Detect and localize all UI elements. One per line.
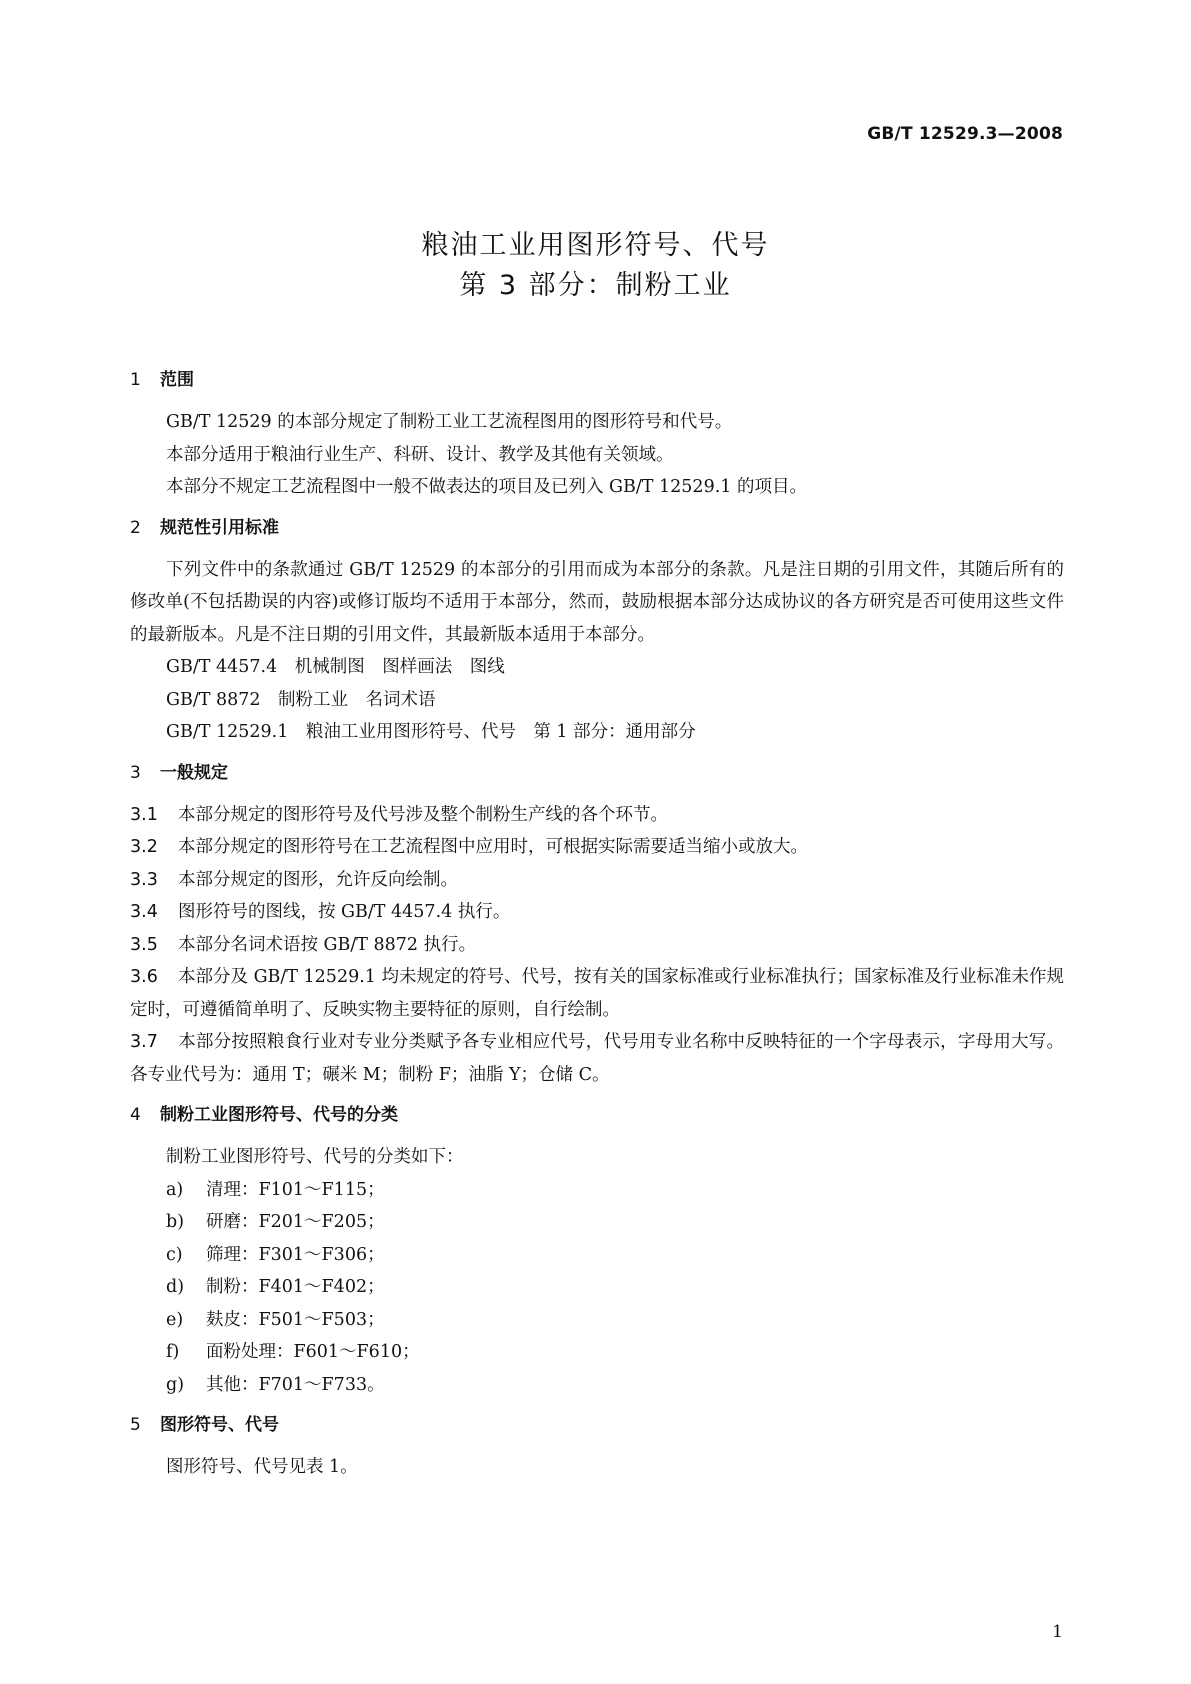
reference-item: GB/T 8872 制粉工业 名词术语	[166, 689, 436, 710]
clause-number: 3.4	[130, 902, 158, 922]
section-heading-3	[130, 757, 1064, 789]
list-text: 筛理：F301～F306；	[206, 1244, 385, 1265]
section-number: 4	[130, 1105, 141, 1125]
section-number: 1	[130, 370, 141, 390]
list-label: a)	[166, 1179, 184, 1200]
section-number: 5	[130, 1415, 141, 1435]
clause	[130, 831, 1064, 864]
list-item	[130, 1271, 1064, 1304]
list-item	[130, 1336, 1064, 1369]
clause	[130, 799, 1064, 832]
paragraph: 制粉工业图形符号、代号的分类如下：	[166, 1147, 464, 1167]
section-title: 一般规定	[160, 762, 228, 783]
list-text: 麸皮：F501～F503；	[206, 1309, 385, 1330]
section-number: 2	[130, 517, 141, 538]
clause	[130, 929, 1064, 962]
list-label: g)	[166, 1374, 185, 1395]
clause-text: 本部分按照粮食行业对专业分类赋予各专业相应代号，代号用专业名称中反映特征的一个字母表示，字母用大写。各专业代号为：通用 T；碾米 M；制粉 F；油脂 Y；仓储 C。	[130, 1032, 1064, 1085]
paragraph: 图形符号、代号见表 1。	[166, 1457, 358, 1477]
list-label: f)	[166, 1342, 180, 1362]
reference-item: GB/T 4457.4 机械制图 图样画法 图线	[166, 657, 505, 677]
clause-text: 本部分及 GB/T 12529.1 均未规定的符号、代号，按有关的国家标准或行业标准执行；国家标准及行业标准未作规定时，可遵循简单明了、反映实物主要特征的原则，自行绘制。	[130, 967, 1064, 1020]
list-text: 研磨：F201～F205；	[206, 1212, 385, 1232]
paragraph: GB/T 12529 的本部分规定了制粉工业工艺流程图用的图形符号和代号。	[166, 412, 733, 432]
section-title: 制粉工业图形符号、代号的分类	[160, 1105, 398, 1125]
section-heading-5	[130, 1409, 1064, 1441]
section-number: 3	[130, 762, 141, 783]
title-line-2: 第 3 部分：制粉工业	[459, 270, 732, 301]
section-heading-1	[130, 364, 1064, 396]
list-item	[130, 1174, 1064, 1207]
paragraph: 本部分不规定工艺流程图中一般不做表达的项目及已列入 GB/T 12529.1 的项目。	[166, 477, 807, 497]
clause	[130, 864, 1064, 897]
list-item	[130, 1369, 1064, 1402]
list-label: e)	[166, 1309, 184, 1330]
reference-item: GB/T 12529.1 粮油工业用图形符号、代号 第 1 部分：通用部分	[166, 722, 696, 742]
clause-number: 3.1	[130, 804, 158, 825]
list-label: b)	[166, 1212, 185, 1232]
list-item	[130, 1304, 1064, 1337]
clause-number: 3.3	[130, 869, 158, 890]
list-item	[130, 1239, 1064, 1272]
list-label: d)	[166, 1277, 185, 1297]
title-line-1: 粮油工业用图形符号、代号	[421, 230, 770, 261]
document-title	[0, 226, 1191, 306]
list-text: 其他：F701～F733。	[206, 1374, 385, 1395]
clause-number: 3.7	[130, 1032, 158, 1052]
document-body	[130, 364, 1064, 1484]
section-title: 图形符号、代号	[160, 1415, 279, 1435]
clause-number: 3.6	[130, 967, 158, 987]
section-title: 范围	[160, 370, 194, 390]
clause	[130, 896, 1064, 929]
clause-text: 本部分规定的图形符号在工艺流程图中应用时，可根据实际需要适当缩小或放大。	[178, 837, 808, 857]
list-text: 制粉：F401～F402；	[206, 1277, 385, 1297]
clause-text: 本部分规定的图形，允许反向绘制。	[178, 869, 458, 890]
list-text: 面粉处理：F601～F610；	[206, 1342, 420, 1362]
clause-text: 本部分名词术语按 GB/T 8872 执行。	[178, 934, 477, 955]
section-title: 规范性引用标准	[160, 517, 279, 538]
standard-code: GB/T 12529.3—2008	[867, 124, 1063, 144]
clause-number: 3.2	[130, 837, 158, 857]
clause	[130, 1026, 1064, 1091]
paragraph: 本部分适用于粮油行业生产、科研、设计、教学及其他有关领域。	[166, 444, 674, 465]
clause	[130, 961, 1064, 1026]
list-text: 清理：F101～F115；	[206, 1179, 385, 1200]
list-item	[130, 1206, 1064, 1239]
page-number: 1	[1052, 1622, 1063, 1642]
clause-text: 图形符号的图线，按 GB/T 4457.4 执行。	[178, 902, 511, 922]
section-heading-4	[130, 1099, 1064, 1131]
paragraph: 下列文件中的条款通过 GB/T 12529 的本部分的引用而成为本部分的条款。凡是注日期的引用文件，其随后所有的修改单(不包括勘误的内容)或修订版均不适用于本部分，然而，鼓励根据本部分达成协议的各方研究是否可使用这些文件的最新版本。凡是不注日期的引用文件，其最新版本适用于本部分。	[130, 559, 1064, 645]
list-label: c)	[166, 1244, 183, 1265]
clause-text: 本部分规定的图形符号及代号涉及整个制粉生产线的各个环节。	[178, 804, 668, 825]
clause-number: 3.5	[130, 934, 158, 955]
section-heading-2	[130, 512, 1064, 544]
